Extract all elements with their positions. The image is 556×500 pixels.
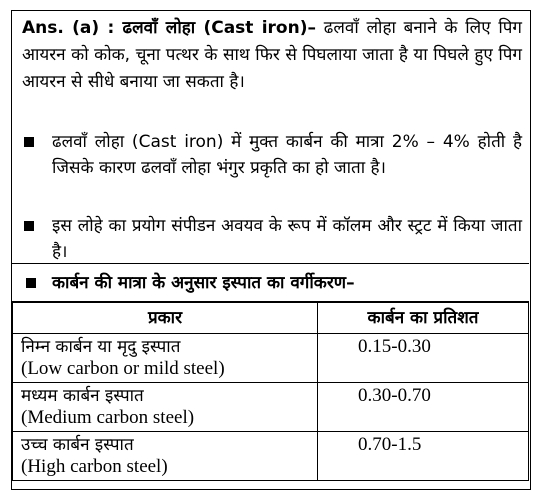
percent-value: 0.30-0.70 [358,385,431,406]
type-hindi: मध्यम कार्बन इस्पात [21,386,144,406]
square-bullet-icon [24,221,34,231]
column-header-type: प्रकार [13,303,318,334]
steel-classification-table [12,302,529,481]
type-english: (Low carbon or mild steel) [21,358,225,379]
type-english: (Medium carbon steel) [21,407,195,428]
bullet-text: इस लोहे का प्रयोग संपीडन अवयव के रूप में कॉलम और स्ट्रट में किया जाता है। [52,216,522,262]
table-row [13,334,529,383]
type-hindi: उच्च कार्बन इस्पात [21,435,134,455]
type-cell [13,383,318,432]
square-bullet-icon [26,278,36,288]
percent-cell [318,383,529,432]
table-row [13,383,529,432]
classification-heading [12,264,529,302]
answer-box [11,10,531,490]
answer-paragraph [22,15,522,96]
type-cell [13,334,318,383]
classification-heading-text: कार्बन की मात्रा के अनुसार इस्पात का वर्गीकरण– [52,273,355,293]
table-header-row [13,303,529,334]
type-english: (High carbon steel) [21,456,168,477]
type-cell [13,432,318,481]
table-row [13,432,529,481]
answer-label: Ans. (a) : ढलवाँ लोहा (Cast iron)– [22,18,316,38]
type-hindi: निम्न कार्बन या मृदु इस्पात [21,337,181,357]
column-header-percent: कार्बन का प्रतिशत [318,303,529,334]
answer-text: ढलवाँ लोहा बनाने के लिए पिग आयरन को कोक, चूना पत्थर के साथ फिर से पिघलाया जाता है या पिघले हुए पिग आयरन से सीधे बनाया जा सकता है। [22,18,523,92]
square-bullet-icon [24,137,34,147]
percent-value: 0.70-1.5 [358,434,422,455]
percent-value: 0.15-0.30 [358,336,431,357]
answer-section [12,11,529,264]
bullet-text: ढलवाँ लोहा (Cast iron) में मुक्त कार्बन की मात्रा 2% – 4% होती है जिसके कारण ढलवाँ लोहा भंगुर प्रकृति का हो जाता है। [52,132,522,178]
percent-cell [318,334,529,383]
percent-cell [318,432,529,481]
